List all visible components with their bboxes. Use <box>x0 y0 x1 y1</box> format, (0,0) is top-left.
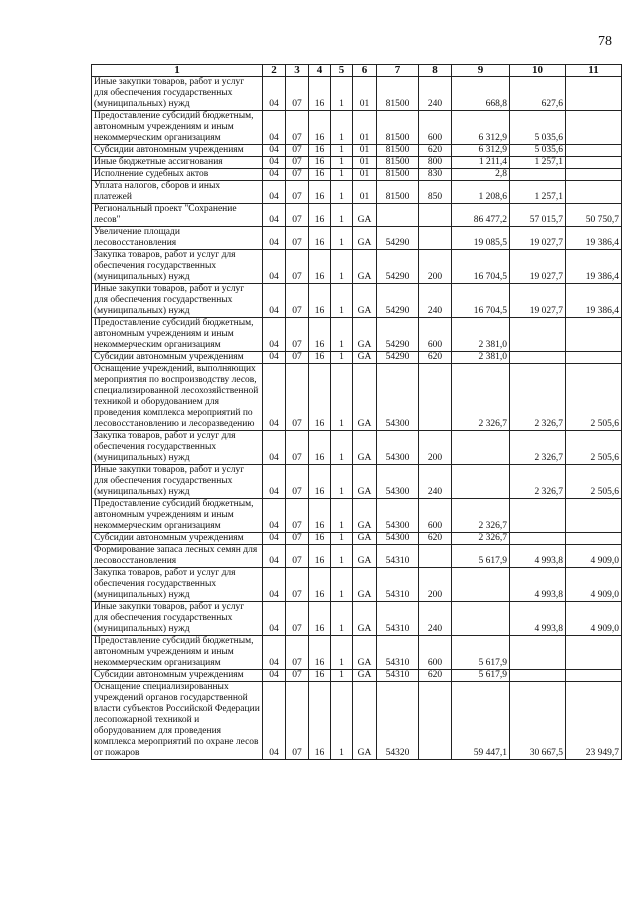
code-cell: 16 <box>309 670 331 682</box>
code-cell: 54310 <box>377 602 419 636</box>
code-cell: 240 <box>419 602 452 636</box>
value-cell-col11: 23 949,7 <box>566 682 622 760</box>
header-cell: 8 <box>419 65 452 77</box>
code-cell: 54290 <box>377 352 419 364</box>
code-cell: 1 <box>331 157 353 169</box>
code-cell: GA <box>353 352 377 364</box>
value-cell-col9: 2 326,7 <box>452 533 510 545</box>
code-cell: 200 <box>419 250 452 284</box>
value-cell-col11: 50 750,7 <box>566 204 622 227</box>
code-cell: 620 <box>419 533 452 545</box>
row-name-cell: Оснащение учреждений, выполняющих мероприятия по воспроизводству лесов, специализированной лесохозяйственной техникой и оборудованием для проведения комплекса мероприятий по лесовосстановлению и лесоразведению <box>92 364 263 431</box>
table-row <box>92 145 622 157</box>
value-cell-col9 <box>452 602 510 636</box>
code-cell: 07 <box>286 250 309 284</box>
code-cell: 54310 <box>377 568 419 602</box>
code-cell: GA <box>353 568 377 602</box>
code-cell: GA <box>353 499 377 533</box>
value-cell-col11 <box>566 169 622 181</box>
value-cell-col11 <box>566 318 622 352</box>
table-row <box>92 77 622 111</box>
code-cell: 04 <box>263 157 286 169</box>
row-name-cell: Субсидии автономным учреждениям <box>92 145 263 157</box>
code-cell: 04 <box>263 227 286 250</box>
code-cell: 54310 <box>377 545 419 568</box>
code-cell: 16 <box>309 284 331 318</box>
value-cell-col11 <box>566 181 622 204</box>
row-name-cell: Иные бюджетные ассигнования <box>92 157 263 169</box>
table-body <box>92 77 622 760</box>
code-cell: 07 <box>286 545 309 568</box>
code-cell: 620 <box>419 670 452 682</box>
code-cell: 16 <box>309 465 331 499</box>
table-row <box>92 364 622 431</box>
code-cell: 07 <box>286 670 309 682</box>
code-cell: 04 <box>263 352 286 364</box>
value-cell-col9: 59 447,1 <box>452 682 510 760</box>
code-cell: 54300 <box>377 533 419 545</box>
table-row <box>92 318 622 352</box>
row-name-cell: Иные закупки товаров, работ и услуг для обеспечения государственных (муниципальных) нужд <box>92 465 263 499</box>
table-row <box>92 465 622 499</box>
value-cell-col10: 4 993,8 <box>510 568 566 602</box>
code-cell: 200 <box>419 431 452 465</box>
code-cell: 16 <box>309 682 331 760</box>
value-cell-col11: 19 386,4 <box>566 284 622 318</box>
code-cell <box>377 204 419 227</box>
table-row <box>92 533 622 545</box>
code-cell: 07 <box>286 568 309 602</box>
header-cell: 4 <box>309 65 331 77</box>
row-name-cell: Уплата налогов, сборов и иных платежей <box>92 181 263 204</box>
header-cell: 9 <box>452 65 510 77</box>
code-cell: 54320 <box>377 682 419 760</box>
row-name-cell: Предоставление субсидий бюджетным, автономным учреждениям и иным некоммерческим организациям <box>92 499 263 533</box>
header-cell: 10 <box>510 65 566 77</box>
code-cell: 240 <box>419 284 452 318</box>
value-cell-col11 <box>566 533 622 545</box>
value-cell-col10: 5 035,6 <box>510 111 566 145</box>
code-cell: 1 <box>331 227 353 250</box>
value-cell-col11 <box>566 670 622 682</box>
code-cell: 01 <box>353 181 377 204</box>
header-cell: 5 <box>331 65 353 77</box>
table-row <box>92 499 622 533</box>
code-cell: 04 <box>263 533 286 545</box>
value-cell-col11: 4 909,0 <box>566 568 622 602</box>
code-cell: 07 <box>286 204 309 227</box>
code-cell: 600 <box>419 318 452 352</box>
code-cell: 16 <box>309 77 331 111</box>
code-cell: 16 <box>309 568 331 602</box>
code-cell: 04 <box>263 545 286 568</box>
value-cell-col11 <box>566 145 622 157</box>
value-cell-col9 <box>452 568 510 602</box>
code-cell: 1 <box>331 204 353 227</box>
code-cell: 07 <box>286 284 309 318</box>
code-cell: 01 <box>353 77 377 111</box>
code-cell: 04 <box>263 499 286 533</box>
row-name-cell: Предоставление субсидий бюджетным, автономным учреждениям и иным некоммерческим организациям <box>92 111 263 145</box>
row-name-cell: Закупка товаров, работ и услуг для обеспечения государственных (муниципальных) нужд <box>92 568 263 602</box>
code-cell: 16 <box>309 157 331 169</box>
code-cell: 07 <box>286 636 309 670</box>
header-cell: 3 <box>286 65 309 77</box>
code-cell: 1 <box>331 533 353 545</box>
table-row <box>92 157 622 169</box>
value-cell-col11: 19 386,4 <box>566 227 622 250</box>
code-cell: 16 <box>309 545 331 568</box>
code-cell: 54290 <box>377 318 419 352</box>
code-cell: 01 <box>353 145 377 157</box>
header-cell: 6 <box>353 65 377 77</box>
code-cell: 81500 <box>377 145 419 157</box>
code-cell: 200 <box>419 568 452 602</box>
code-cell: GA <box>353 533 377 545</box>
code-cell: 54300 <box>377 364 419 431</box>
value-cell-col11: 2 505,6 <box>566 431 622 465</box>
code-cell: GA <box>353 250 377 284</box>
code-cell: GA <box>353 545 377 568</box>
table-row <box>92 602 622 636</box>
row-name-cell: Субсидии автономным учреждениям <box>92 533 263 545</box>
code-cell: 54290 <box>377 250 419 284</box>
code-cell: 01 <box>353 169 377 181</box>
code-cell: 04 <box>263 670 286 682</box>
code-cell: GA <box>353 227 377 250</box>
value-cell-col9: 2 381,0 <box>452 352 510 364</box>
code-cell: 1 <box>331 77 353 111</box>
code-cell: 600 <box>419 636 452 670</box>
code-cell <box>419 364 452 431</box>
table-row <box>92 111 622 145</box>
code-cell: 81500 <box>377 157 419 169</box>
value-cell-col9: 86 477,2 <box>452 204 510 227</box>
code-cell: 07 <box>286 227 309 250</box>
code-cell: 04 <box>263 145 286 157</box>
value-cell-col11: 4 909,0 <box>566 602 622 636</box>
code-cell: 54300 <box>377 465 419 499</box>
value-cell-col11 <box>566 636 622 670</box>
code-cell: 1 <box>331 602 353 636</box>
code-cell: 1 <box>331 181 353 204</box>
code-cell: 240 <box>419 77 452 111</box>
code-cell: 07 <box>286 431 309 465</box>
code-cell: 07 <box>286 465 309 499</box>
value-cell-col11 <box>566 157 622 169</box>
code-cell: 54290 <box>377 284 419 318</box>
code-cell: 16 <box>309 499 331 533</box>
code-cell: 07 <box>286 157 309 169</box>
value-cell-col11 <box>566 77 622 111</box>
table-row <box>92 181 622 204</box>
code-cell: 16 <box>309 533 331 545</box>
value-cell-col9: 2,8 <box>452 169 510 181</box>
code-cell: 04 <box>263 204 286 227</box>
code-cell <box>419 682 452 760</box>
code-cell: 1 <box>331 284 353 318</box>
code-cell: 1 <box>331 431 353 465</box>
code-cell: 850 <box>419 181 452 204</box>
code-cell: 54310 <box>377 670 419 682</box>
row-name-cell: Формирование запаса лесных семян для лесовосстановления <box>92 545 263 568</box>
code-cell: GA <box>353 465 377 499</box>
code-cell: 04 <box>263 682 286 760</box>
code-cell: 16 <box>309 602 331 636</box>
code-cell: 54300 <box>377 431 419 465</box>
code-cell: 600 <box>419 499 452 533</box>
row-name-cell: Иные закупки товаров, работ и услуг для обеспечения государственных (муниципальных) нужд <box>92 284 263 318</box>
code-cell: GA <box>353 364 377 431</box>
row-name-cell: Субсидии автономным учреждениям <box>92 352 263 364</box>
value-cell-col11: 19 386,4 <box>566 250 622 284</box>
header-cell: 11 <box>566 65 622 77</box>
row-name-cell: Иные закупки товаров, работ и услуг для обеспечения государственных (муниципальных) нужд <box>92 602 263 636</box>
header-cell: 1 <box>92 65 263 77</box>
code-cell: 04 <box>263 250 286 284</box>
code-cell: GA <box>353 682 377 760</box>
table-row <box>92 352 622 364</box>
code-cell: 07 <box>286 77 309 111</box>
code-cell: 1 <box>331 352 353 364</box>
value-cell-col10: 2 326,7 <box>510 465 566 499</box>
value-cell-col9: 6 312,9 <box>452 111 510 145</box>
table-row <box>92 169 622 181</box>
value-cell-col10 <box>510 533 566 545</box>
value-cell-col10 <box>510 318 566 352</box>
value-cell-col9: 668,8 <box>452 77 510 111</box>
code-cell: 54300 <box>377 499 419 533</box>
code-cell: GA <box>353 431 377 465</box>
code-cell: 04 <box>263 169 286 181</box>
value-cell-col9: 6 312,9 <box>452 145 510 157</box>
code-cell: GA <box>353 318 377 352</box>
value-cell-col11: 2 505,6 <box>566 465 622 499</box>
value-cell-col11 <box>566 111 622 145</box>
value-cell-col10: 4 993,8 <box>510 602 566 636</box>
code-cell: 81500 <box>377 111 419 145</box>
value-cell-col10: 30 667,5 <box>510 682 566 760</box>
value-cell-col10: 19 027,7 <box>510 227 566 250</box>
value-cell-col9: 5 617,9 <box>452 670 510 682</box>
code-cell: 1 <box>331 169 353 181</box>
code-cell: 01 <box>353 157 377 169</box>
code-cell: GA <box>353 204 377 227</box>
code-cell: 16 <box>309 250 331 284</box>
code-cell: 16 <box>309 227 331 250</box>
code-cell: 54310 <box>377 636 419 670</box>
code-cell: 04 <box>263 77 286 111</box>
code-cell: 1 <box>331 145 353 157</box>
value-cell-col10 <box>510 352 566 364</box>
code-cell: 07 <box>286 145 309 157</box>
code-cell: 16 <box>309 636 331 670</box>
code-cell: 04 <box>263 364 286 431</box>
code-cell: 81500 <box>377 77 419 111</box>
value-cell-col10 <box>510 169 566 181</box>
value-cell-col9: 16 704,5 <box>452 250 510 284</box>
value-cell-col9: 2 326,7 <box>452 364 510 431</box>
table-row <box>92 250 622 284</box>
row-name-cell: Оснащение специализированных учреждений органов государственной власти субъектов Российской Федерации лесопожарной техникой и оборудованием для проведения комплекса мероприятий по охране лесов от пожаров <box>92 682 263 760</box>
code-cell: 04 <box>263 636 286 670</box>
table-header-row <box>92 65 622 77</box>
code-cell: 07 <box>286 364 309 431</box>
code-cell: 07 <box>286 533 309 545</box>
value-cell-col9: 2 381,0 <box>452 318 510 352</box>
value-cell-col11 <box>566 352 622 364</box>
code-cell: 16 <box>309 431 331 465</box>
code-cell: 1 <box>331 318 353 352</box>
code-cell: 81500 <box>377 181 419 204</box>
code-cell: 1 <box>331 682 353 760</box>
value-cell-col10: 627,6 <box>510 77 566 111</box>
code-cell: 07 <box>286 318 309 352</box>
code-cell: 04 <box>263 431 286 465</box>
code-cell: 04 <box>263 568 286 602</box>
value-cell-col11 <box>566 499 622 533</box>
code-cell: 04 <box>263 465 286 499</box>
value-cell-col9: 1 208,6 <box>452 181 510 204</box>
code-cell <box>419 204 452 227</box>
table-row <box>92 545 622 568</box>
code-cell: GA <box>353 284 377 318</box>
value-cell-col11: 4 909,0 <box>566 545 622 568</box>
code-cell: 830 <box>419 169 452 181</box>
code-cell: 07 <box>286 352 309 364</box>
code-cell: 1 <box>331 465 353 499</box>
value-cell-col9: 19 085,5 <box>452 227 510 250</box>
code-cell: 1 <box>331 499 353 533</box>
code-cell: 07 <box>286 111 309 145</box>
code-cell: 1 <box>331 670 353 682</box>
code-cell: GA <box>353 670 377 682</box>
code-cell: 07 <box>286 602 309 636</box>
code-cell: 16 <box>309 111 331 145</box>
code-cell: 16 <box>309 181 331 204</box>
code-cell: 04 <box>263 111 286 145</box>
code-cell: 600 <box>419 111 452 145</box>
header-cell: 2 <box>263 65 286 77</box>
code-cell: 04 <box>263 284 286 318</box>
code-cell: GA <box>353 636 377 670</box>
page-number: 78 <box>598 34 612 49</box>
row-name-cell: Предоставление субсидий бюджетным, автономным учреждениям и иным некоммерческим организациям <box>92 318 263 352</box>
code-cell <box>419 227 452 250</box>
code-cell: 1 <box>331 545 353 568</box>
row-name-cell: Закупка товаров, работ и услуг для обеспечения государственных (муниципальных) нужд <box>92 431 263 465</box>
value-cell-col10: 19 027,7 <box>510 250 566 284</box>
value-cell-col10: 19 027,7 <box>510 284 566 318</box>
value-cell-col9: 2 326,7 <box>452 499 510 533</box>
table-row <box>92 636 622 670</box>
value-cell-col9 <box>452 465 510 499</box>
code-cell <box>419 545 452 568</box>
value-cell-col9: 1 211,4 <box>452 157 510 169</box>
code-cell: 01 <box>353 111 377 145</box>
value-cell-col9: 5 617,9 <box>452 545 510 568</box>
value-cell-col10: 57 015,7 <box>510 204 566 227</box>
value-cell-col10 <box>510 670 566 682</box>
value-cell-col10: 1 257,1 <box>510 181 566 204</box>
row-name-cell: Закупка товаров, работ и услуг для обеспечения государственных (муниципальных) нужд <box>92 250 263 284</box>
code-cell: 240 <box>419 465 452 499</box>
code-cell: 16 <box>309 318 331 352</box>
code-cell: 16 <box>309 169 331 181</box>
code-cell: 04 <box>263 602 286 636</box>
value-cell-col10 <box>510 636 566 670</box>
value-cell-col9 <box>452 431 510 465</box>
value-cell-col10: 1 257,1 <box>510 157 566 169</box>
row-name-cell: Увеличение площади лесовосстановления <box>92 227 263 250</box>
value-cell-col10: 2 326,7 <box>510 364 566 431</box>
row-name-cell: Предоставление субсидий бюджетным, автономным учреждениям и иным некоммерческим организациям <box>92 636 263 670</box>
code-cell: 16 <box>309 204 331 227</box>
code-cell: 04 <box>263 318 286 352</box>
code-cell: 07 <box>286 169 309 181</box>
value-cell-col10: 2 326,7 <box>510 431 566 465</box>
code-cell: 1 <box>331 250 353 284</box>
code-cell: 07 <box>286 499 309 533</box>
code-cell: 800 <box>419 157 452 169</box>
value-cell-col10: 4 993,8 <box>510 545 566 568</box>
value-cell-col10: 5 035,6 <box>510 145 566 157</box>
row-name-cell: Иные закупки товаров, работ и услуг для обеспечения государственных (муниципальных) нужд <box>92 77 263 111</box>
code-cell: 1 <box>331 636 353 670</box>
value-cell-col9: 5 617,9 <box>452 636 510 670</box>
value-cell-col9: 16 704,5 <box>452 284 510 318</box>
code-cell: 16 <box>309 364 331 431</box>
code-cell: 620 <box>419 352 452 364</box>
table-row <box>92 682 622 760</box>
code-cell: 16 <box>309 352 331 364</box>
table-row <box>92 204 622 227</box>
code-cell: 04 <box>263 181 286 204</box>
code-cell: 07 <box>286 682 309 760</box>
code-cell: 16 <box>309 145 331 157</box>
code-cell: GA <box>353 602 377 636</box>
code-cell: 07 <box>286 181 309 204</box>
code-cell: 620 <box>419 145 452 157</box>
code-cell: 1 <box>331 111 353 145</box>
code-cell: 1 <box>331 364 353 431</box>
value-cell-col10 <box>510 499 566 533</box>
budget-table <box>91 64 622 760</box>
row-name-cell: Региональный проект "Сохранение лесов" <box>92 204 263 227</box>
table-row <box>92 670 622 682</box>
code-cell: 81500 <box>377 169 419 181</box>
table-row <box>92 284 622 318</box>
code-cell: 1 <box>331 568 353 602</box>
header-cell: 7 <box>377 65 419 77</box>
row-name-cell: Исполнение судебных актов <box>92 169 263 181</box>
row-name-cell: Субсидии автономным учреждениям <box>92 670 263 682</box>
table-row <box>92 568 622 602</box>
table-row <box>92 431 622 465</box>
table-row <box>92 227 622 250</box>
code-cell: 54290 <box>377 227 419 250</box>
value-cell-col11: 2 505,6 <box>566 364 622 431</box>
